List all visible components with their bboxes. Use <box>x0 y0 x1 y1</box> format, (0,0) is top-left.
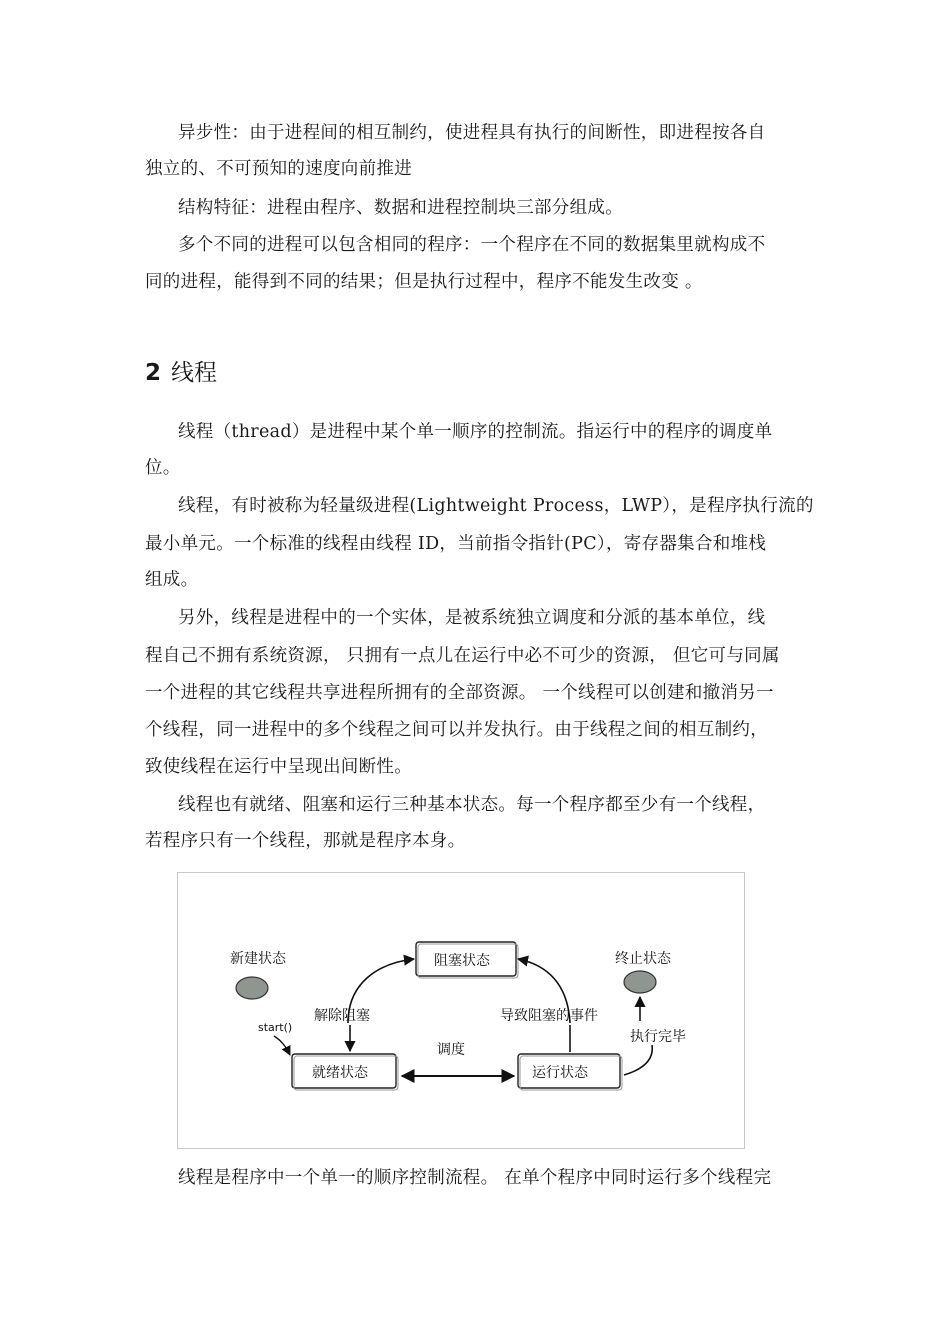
label-done: 执行完毕 <box>630 1029 686 1045</box>
label-unblock: 解除阻塞 <box>314 1008 370 1024</box>
diagram-canvas <box>178 873 744 1148</box>
paragraph-line: 位。 <box>145 458 181 478</box>
label-schedule: 调度 <box>437 1042 465 1058</box>
paragraph-line: 多个不同的进程可以包含相同的程序：一个程序在不同的数据集里就构成不 <box>178 235 766 255</box>
paragraph-line: 线程，有时被称为轻量级进程(Lightweight Process，LWP），是程序执行流的 <box>178 496 814 516</box>
label-start: start() <box>258 1021 293 1034</box>
paragraph-line: 致使线程在运行中呈现出间断性。 <box>145 757 412 777</box>
ready-state-label: 就绪状态 <box>312 1065 368 1081</box>
label-block-event: 导致阻塞的事件 <box>500 1008 598 1024</box>
paragraph-line: 线程也有就绪、阻塞和运行三种基本状态。每一个程序都至少有一个线程， <box>178 795 766 815</box>
section-number: 2 <box>145 360 162 386</box>
running-state-label: 运行状态 <box>532 1065 588 1081</box>
paragraph-line: 结构特征：进程由程序、数据和进程控制块三部分组成。 <box>178 198 623 218</box>
paragraph-line: 异步性：由于进程间的相互制约，使进程具有执行的间断性，即进程按各自 <box>178 123 766 143</box>
blocked-state-label: 阻塞状态 <box>434 953 490 969</box>
paragraph-line: 独立的、不可预知的速度向前推进 <box>145 159 412 179</box>
paragraph-line: 组成。 <box>145 570 199 590</box>
line-running-to-done <box>624 1045 652 1075</box>
paragraph-line: 最小单元。一个标准的线程由线程 ID，当前指令指针(PC），寄存器集合和堆栈 <box>145 534 767 554</box>
label-new-state: 新建状态 <box>230 951 286 967</box>
paragraph-line: 程自己不拥有系统资源， 只拥有一点儿在运行中必不可少的资源， 但它可与同属 <box>145 646 780 666</box>
section-title: 线程 <box>171 360 218 386</box>
terminated-state-oval <box>624 971 656 993</box>
paragraph-line: 同的进程，能得到不同的结果；但是执行过程中，程序不能发生改变 。 <box>145 272 703 292</box>
paragraph-line: 另外，线程是进程中的一个实体，是被系统独立调度和分派的基本单位，线 <box>178 608 766 628</box>
new-state-oval <box>236 977 268 999</box>
paragraph-line: 线程（thread）是进程中某个单一顺序的控制流。指运行中的程序的调度单 <box>178 422 773 442</box>
arrow-start-to-ready <box>274 1036 290 1055</box>
thread-state-diagram <box>177 872 745 1149</box>
paragraph-line: 线程是程序中一个单一的顺序控制流程。 在单个程序中同时运行多个线程完 <box>178 1168 772 1188</box>
paragraph-line: 个线程，同一进程中的多个线程之间可以并发执行。由于线程之间的相互制约， <box>145 720 768 740</box>
section-heading <box>145 358 217 388</box>
label-terminated-state: 终止状态 <box>615 951 671 967</box>
paragraph-line: 一个进程的其它线程共享进程所拥有的全部资源。 一个线程可以创建和撤消另一 <box>145 683 774 703</box>
paragraph-line: 若程序只有一个线程，那就是程序本身。 <box>145 831 466 851</box>
